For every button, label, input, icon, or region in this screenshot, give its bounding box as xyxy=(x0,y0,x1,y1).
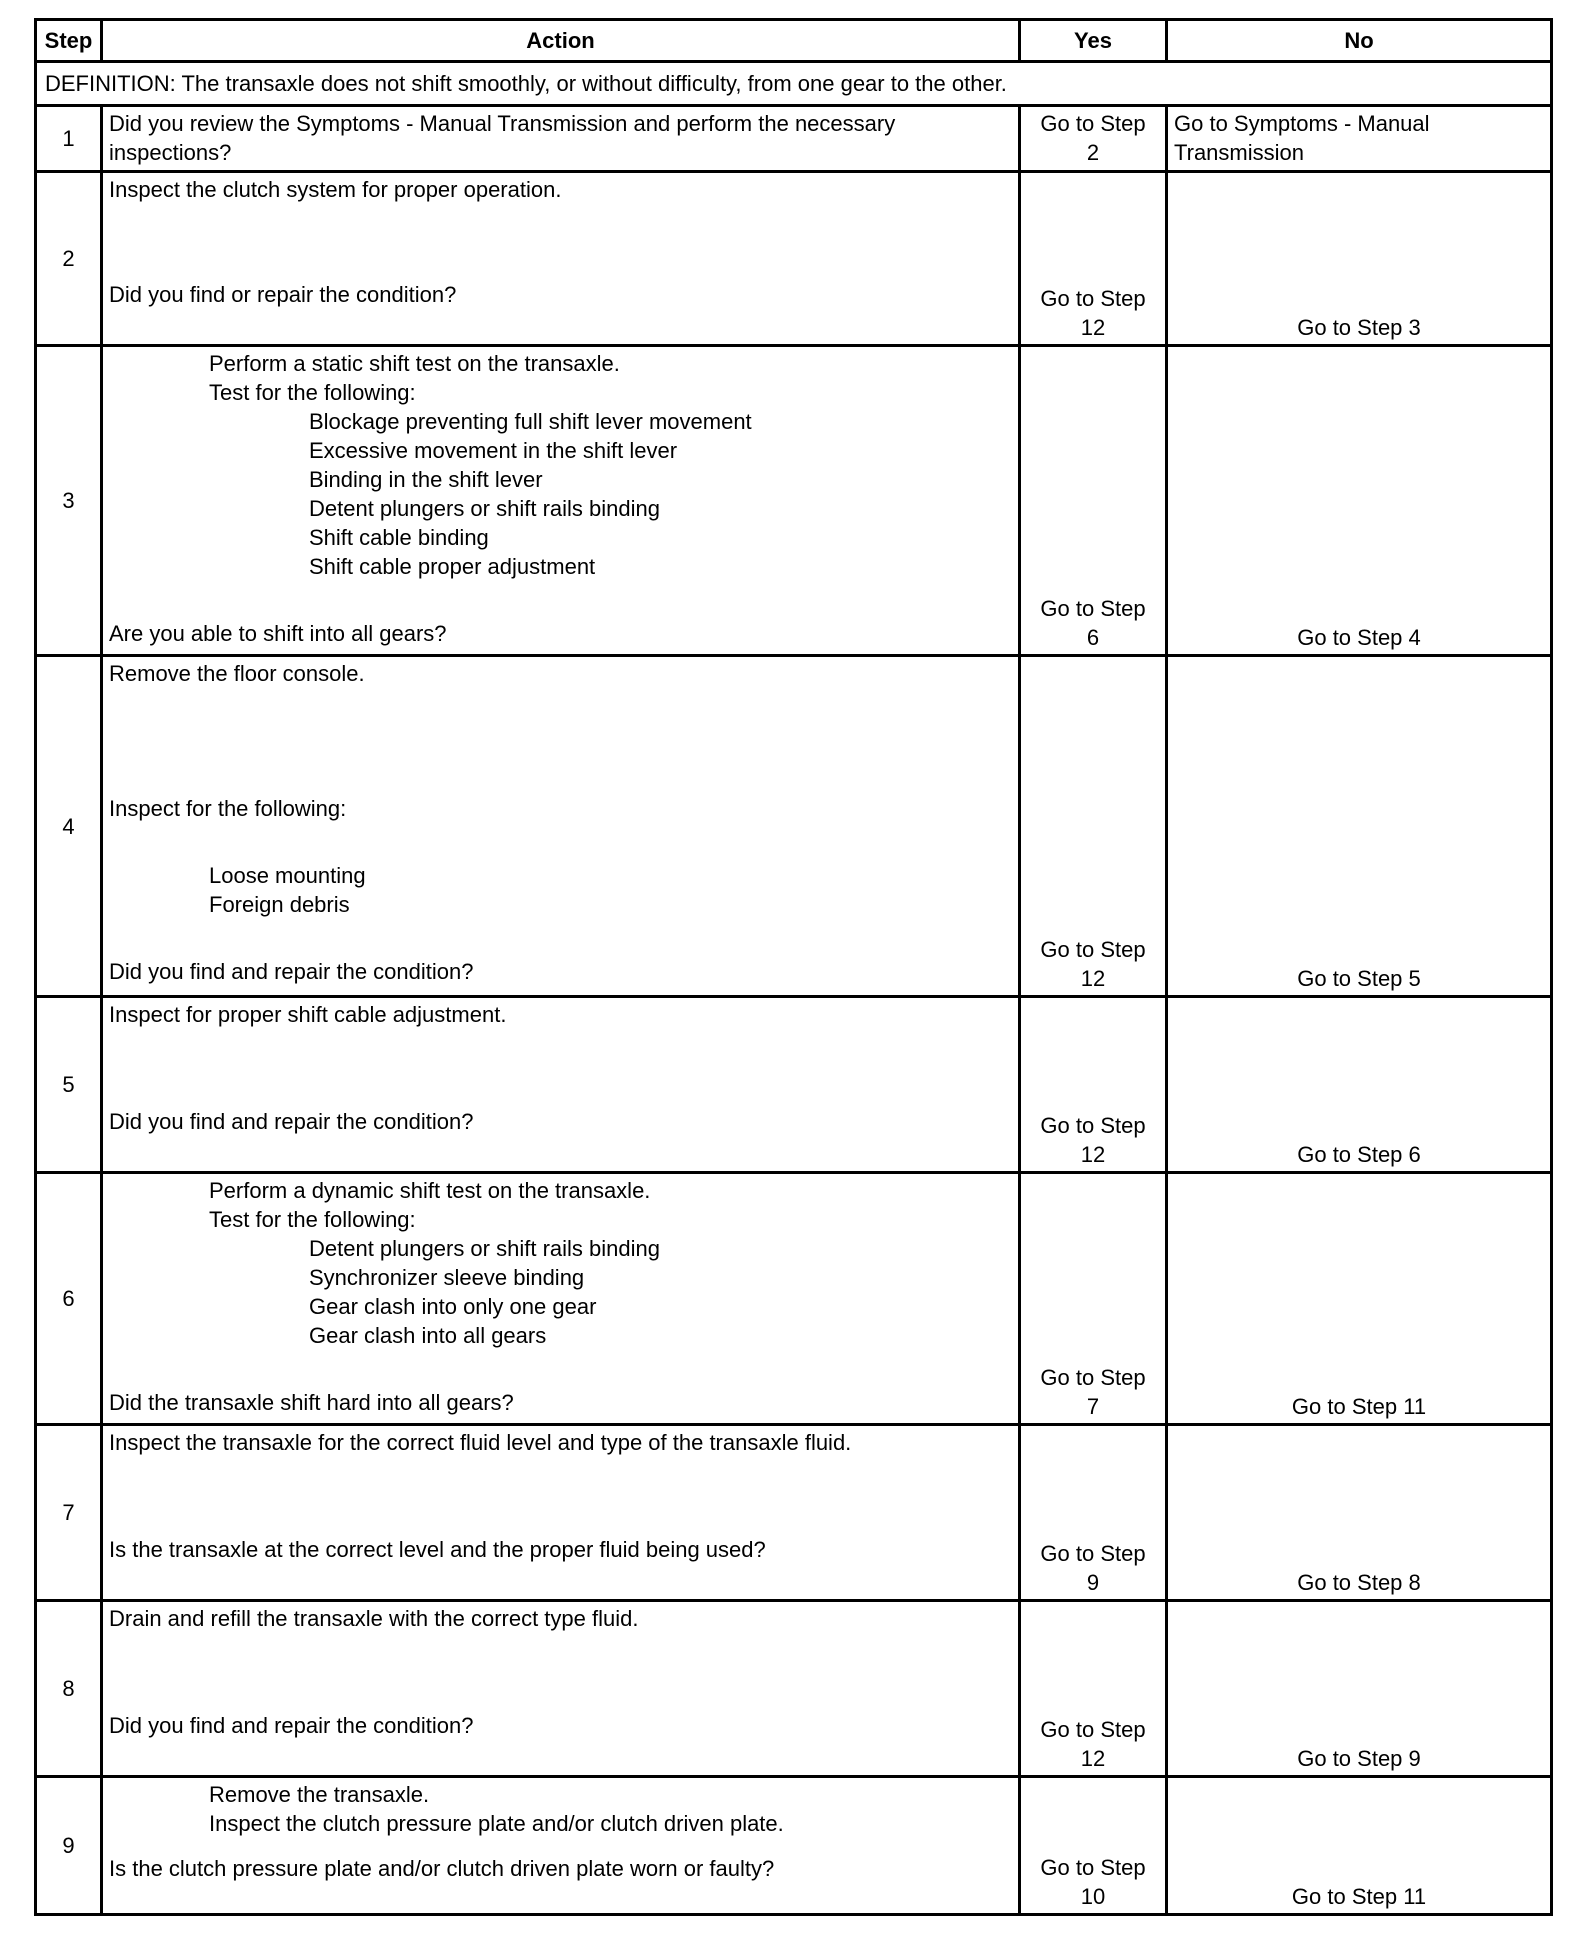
step-number: 4 xyxy=(36,656,102,997)
yes-line: 12 xyxy=(1080,315,1106,340)
table-row xyxy=(36,997,1552,1173)
header-yes: Yes xyxy=(1020,20,1167,62)
yes-line: Go to Step xyxy=(1040,1541,1146,1566)
step-number: 8 xyxy=(36,1601,102,1777)
yes-line: 9 xyxy=(1086,1570,1100,1595)
action-question: Is the clutch pressure plate and/or clutch driven plate worn or faulty? xyxy=(109,1856,775,1881)
no-cell: Go to Step 11 xyxy=(1167,1173,1552,1425)
action-list-item: Gear clash into all gears xyxy=(309,1323,547,1348)
action-line: Test for the following: xyxy=(209,380,416,405)
action-cell xyxy=(102,1601,1020,1777)
action-line: Inspect the transaxle for the correct fluid level and type of the transaxle fluid. xyxy=(109,1430,852,1455)
table-row xyxy=(36,346,1552,656)
action-question: Is the transaxle at the correct level and the proper fluid being used? xyxy=(109,1537,766,1562)
no-cell: Go to Step 3 xyxy=(1167,172,1552,346)
yes-line: 2 xyxy=(1086,140,1100,165)
action-line: Remove the transaxle. xyxy=(209,1782,430,1807)
step-number: 5 xyxy=(36,997,102,1173)
header-step: Step xyxy=(36,20,102,62)
action-list-item: Foreign debris xyxy=(209,892,350,917)
table-row xyxy=(36,1173,1552,1425)
yes-cell xyxy=(1020,656,1167,997)
action-list-item: Detent plungers or shift rails binding xyxy=(309,1236,660,1261)
table-row xyxy=(36,106,1552,172)
yes-line: 6 xyxy=(1086,625,1100,650)
yes-line: Go to Step xyxy=(1040,1113,1146,1138)
action-line: Inspect the clutch system for proper operation. xyxy=(109,177,562,202)
action-list-item: Shift cable binding xyxy=(309,525,489,550)
action-cell xyxy=(102,997,1020,1173)
action-line: Did you review the Symptoms - Manual Transmission and perform the necessary xyxy=(109,111,896,136)
yes-cell xyxy=(1020,172,1167,346)
yes-line: Go to Step xyxy=(1040,286,1146,311)
definition-row xyxy=(36,62,1552,106)
action-line: Test for the following: xyxy=(209,1207,416,1232)
action-list-item: Excessive movement in the shift lever xyxy=(309,438,678,463)
no-cell: Go to Step 6 xyxy=(1167,997,1552,1173)
definition-text: DEFINITION: The transaxle does not shift smoothly, or without difficulty, from one gear to the other. xyxy=(36,62,1552,106)
action-line: inspections? xyxy=(109,140,232,165)
action-question: Did the transaxle shift hard into all gears? xyxy=(109,1390,514,1415)
action-line: Remove the floor console. xyxy=(109,661,365,686)
step-number: 1 xyxy=(36,106,102,172)
action-question: Did you find or repair the condition? xyxy=(109,282,457,307)
action-question: Did you find and repair the condition? xyxy=(109,1109,474,1134)
action-question: Are you able to shift into all gears? xyxy=(109,621,447,646)
yes-cell xyxy=(1020,1601,1167,1777)
step-number: 9 xyxy=(36,1777,102,1915)
action-line: Inspect for proper shift cable adjustment. xyxy=(109,1002,507,1027)
action-cell xyxy=(102,106,1020,172)
step-number: 3 xyxy=(36,346,102,656)
action-list-item: Synchronizer sleeve binding xyxy=(309,1265,585,1290)
action-cell xyxy=(102,1777,1020,1915)
action-cell xyxy=(102,656,1020,997)
no-cell: Go to Step 11 xyxy=(1167,1777,1552,1915)
no-line: Go to Symptoms - Manual xyxy=(1174,111,1430,136)
yes-line: 12 xyxy=(1080,1142,1106,1167)
action-line: Inspect the clutch pressure plate and/or clutch driven plate. xyxy=(209,1811,784,1836)
header-no: No xyxy=(1167,20,1552,62)
action-line: Inspect for the following: xyxy=(109,796,347,821)
action-list-item: Blockage preventing full shift lever movement xyxy=(309,409,752,434)
yes-cell xyxy=(1020,997,1167,1173)
header-row xyxy=(36,20,1552,62)
yes-cell xyxy=(1020,1777,1167,1915)
action-cell xyxy=(102,172,1020,346)
yes-line: Go to Step xyxy=(1040,1717,1146,1742)
yes-cell xyxy=(1020,1173,1167,1425)
no-cell: Go to Step 4 xyxy=(1167,346,1552,656)
no-cell: Go to Step 9 xyxy=(1167,1601,1552,1777)
table-row xyxy=(36,172,1552,346)
action-question: Did you find and repair the condition? xyxy=(109,1713,474,1738)
action-list-item: Loose mounting xyxy=(209,863,366,888)
yes-line: 12 xyxy=(1080,1746,1106,1771)
yes-line: 10 xyxy=(1080,1884,1106,1909)
yes-line: Go to Step xyxy=(1040,1365,1146,1390)
yes-line: Go to Step xyxy=(1040,111,1146,136)
yes-cell xyxy=(1020,106,1167,172)
action-list-item: Detent plungers or shift rails binding xyxy=(309,496,660,521)
table-row xyxy=(36,1777,1552,1915)
action-line: Perform a dynamic shift test on the transaxle. xyxy=(209,1178,651,1203)
header-action: Action xyxy=(102,20,1020,62)
yes-cell xyxy=(1020,346,1167,656)
step-number: 6 xyxy=(36,1173,102,1425)
yes-cell xyxy=(1020,1425,1167,1601)
action-list-item: Shift cable proper adjustment xyxy=(309,554,596,579)
action-line: Drain and refill the transaxle with the correct type fluid. xyxy=(109,1606,639,1631)
action-list-item: Binding in the shift lever xyxy=(309,467,543,492)
step-number: 2 xyxy=(36,172,102,346)
action-cell xyxy=(102,1425,1020,1601)
yes-line: Go to Step xyxy=(1040,1855,1146,1880)
no-cell: Go to Step 8 xyxy=(1167,1425,1552,1601)
no-line: Transmission xyxy=(1174,140,1304,165)
yes-line: 12 xyxy=(1080,966,1106,991)
yes-line: Go to Step xyxy=(1040,596,1146,621)
table-row xyxy=(36,1601,1552,1777)
no-cell: Go to Step 5 xyxy=(1167,656,1552,997)
yes-line: Go to Step xyxy=(1040,937,1146,962)
action-cell xyxy=(102,346,1020,656)
table-row xyxy=(36,1425,1552,1601)
diagnostic-table xyxy=(34,18,1553,1916)
no-cell xyxy=(1167,106,1552,172)
yes-line: 7 xyxy=(1086,1394,1100,1419)
action-cell xyxy=(102,1173,1020,1425)
action-list-item: Gear clash into only one gear xyxy=(309,1294,597,1319)
action-line: Perform a static shift test on the transaxle. xyxy=(209,351,620,376)
table-row xyxy=(36,656,1552,997)
action-question: Did you find and repair the condition? xyxy=(109,959,474,984)
step-number: 7 xyxy=(36,1425,102,1601)
